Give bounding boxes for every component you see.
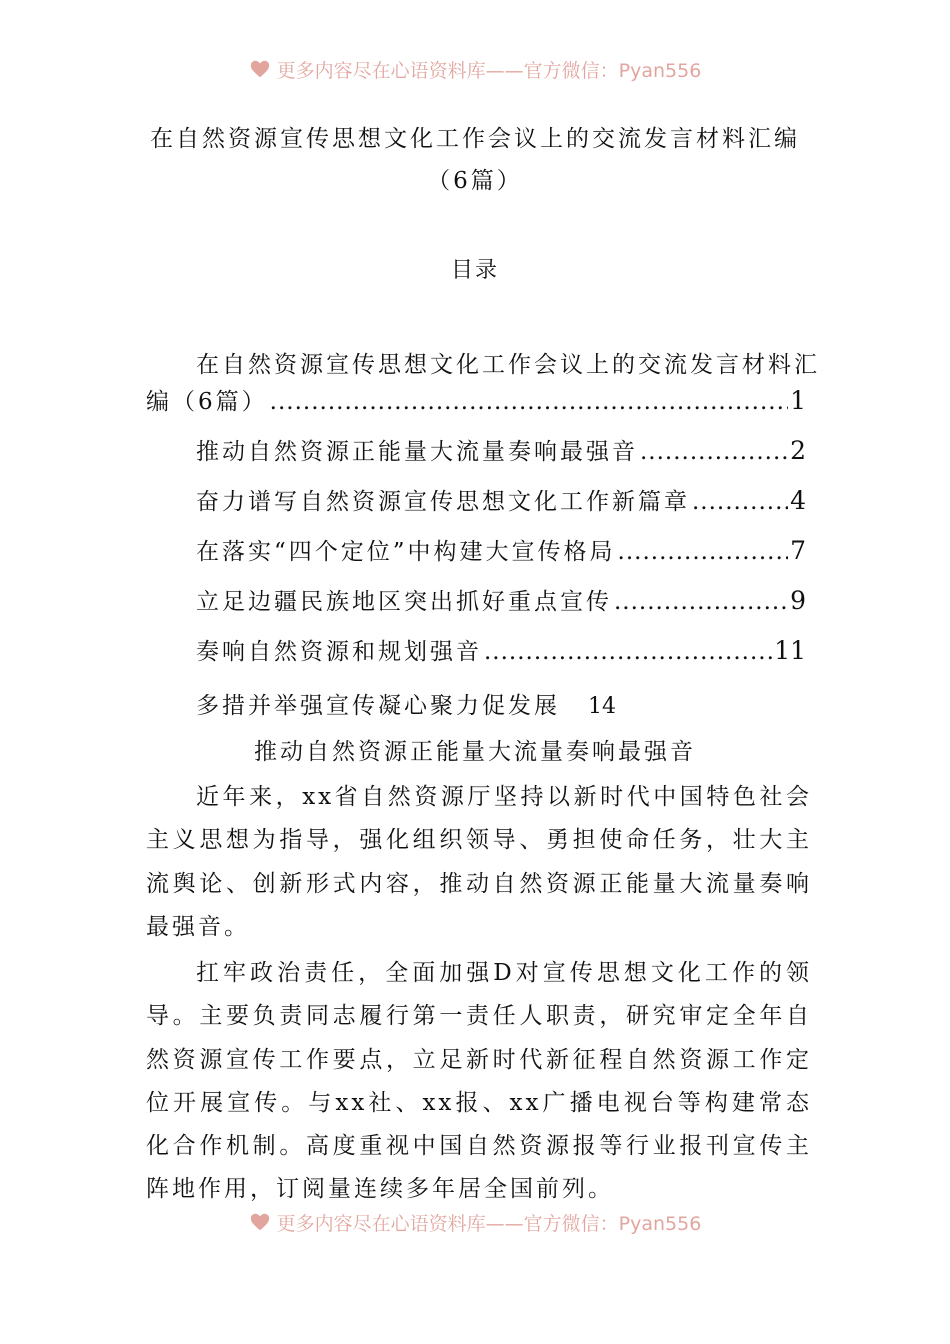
toc-entry[interactable] bbox=[146, 636, 806, 686]
heart-logo-icon bbox=[249, 1211, 271, 1233]
document-title-count: （6篇） bbox=[427, 168, 523, 194]
watermark-text: 更多内容尽在心语资料库——官方微信：Pyan556 bbox=[276, 1212, 702, 1235]
table-of-contents bbox=[146, 350, 820, 686]
toc-leader bbox=[484, 637, 772, 667]
heart-logo-icon bbox=[249, 58, 271, 80]
section-title: 推动自然资源正能量大流量奏响最强音 bbox=[254, 739, 696, 765]
body-paragraph: 近年来，xx省自然资源厅坚持以新时代中国特色社会主义思想为指导，强化组织领导、勇担使命任务，壮大主流舆论、创新形式内容，推动自然资源正能量大流量奏响最强音。 bbox=[146, 784, 812, 940]
toc-entry-label: 奏响自然资源和规划强音 bbox=[196, 639, 482, 665]
toc-entry-label: 多措并举强宣传凝心聚力促发展 bbox=[196, 693, 560, 719]
watermark-top bbox=[0, 54, 950, 84]
toc-entry[interactable] bbox=[146, 436, 806, 486]
toc-entry[interactable] bbox=[146, 486, 806, 536]
watermark-bottom bbox=[0, 1207, 950, 1237]
toc-entry-label: 推动自然资源正能量大流量奏响最强音 bbox=[196, 439, 638, 465]
toc-entry[interactable] bbox=[196, 687, 616, 720]
toc-page-number: 14 bbox=[588, 694, 616, 719]
toc-leader bbox=[640, 437, 788, 467]
toc-entry-label: 立足边疆民族地区突出抓好重点宣传 bbox=[196, 589, 612, 615]
watermark-text: 更多内容尽在心语资料库——官方微信：Pyan556 bbox=[276, 59, 702, 82]
toc-page-number: 2 bbox=[790, 436, 806, 465]
toc-entry-label: 奋力谱写自然资源宣传思想文化工作新篇章 bbox=[196, 489, 690, 515]
toc-page-number: 9 bbox=[790, 586, 806, 615]
toc-entry-label: 编（6篇） bbox=[146, 389, 268, 415]
toc-leader bbox=[270, 387, 788, 417]
toc-page-number: 4 bbox=[790, 486, 806, 515]
toc-leader bbox=[618, 537, 789, 567]
toc-page-number: 7 bbox=[790, 536, 806, 565]
toc-leader bbox=[614, 587, 788, 617]
body-paragraph: 扛牢政治责任，全面加强D对宣传思想文化工作的领导。主要负责同志履行第一责任人职责，研究审定全年自然资源宣传工作要点，立足新时代新征程自然资源工作定位开展宣传。与xx社、xx报、xx广播电视台等构建常态化合作机制。高度重视中国自然资源报等行业报刊宣传主阵地作用，订阅量连续多年居全国前列。 bbox=[146, 960, 812, 1203]
toc-page-number: 1 bbox=[790, 386, 806, 415]
toc-heading: 目录 bbox=[450, 258, 499, 283]
toc-leader bbox=[692, 487, 788, 517]
toc-entry-label: 在落实“四个定位”中构建大宣传格局 bbox=[196, 539, 616, 565]
toc-entry[interactable] bbox=[146, 386, 806, 436]
document-title: 在自然资源宣传思想文化工作会议上的交流发言材料汇编 bbox=[150, 126, 800, 152]
toc-entry[interactable] bbox=[146, 536, 806, 586]
toc-entry[interactable] bbox=[146, 586, 806, 636]
toc-page-number: 11 bbox=[774, 636, 806, 665]
toc-entry-label[interactable]: 在自然资源宣传思想文化工作会议上的交流发言材料汇 bbox=[196, 352, 820, 378]
